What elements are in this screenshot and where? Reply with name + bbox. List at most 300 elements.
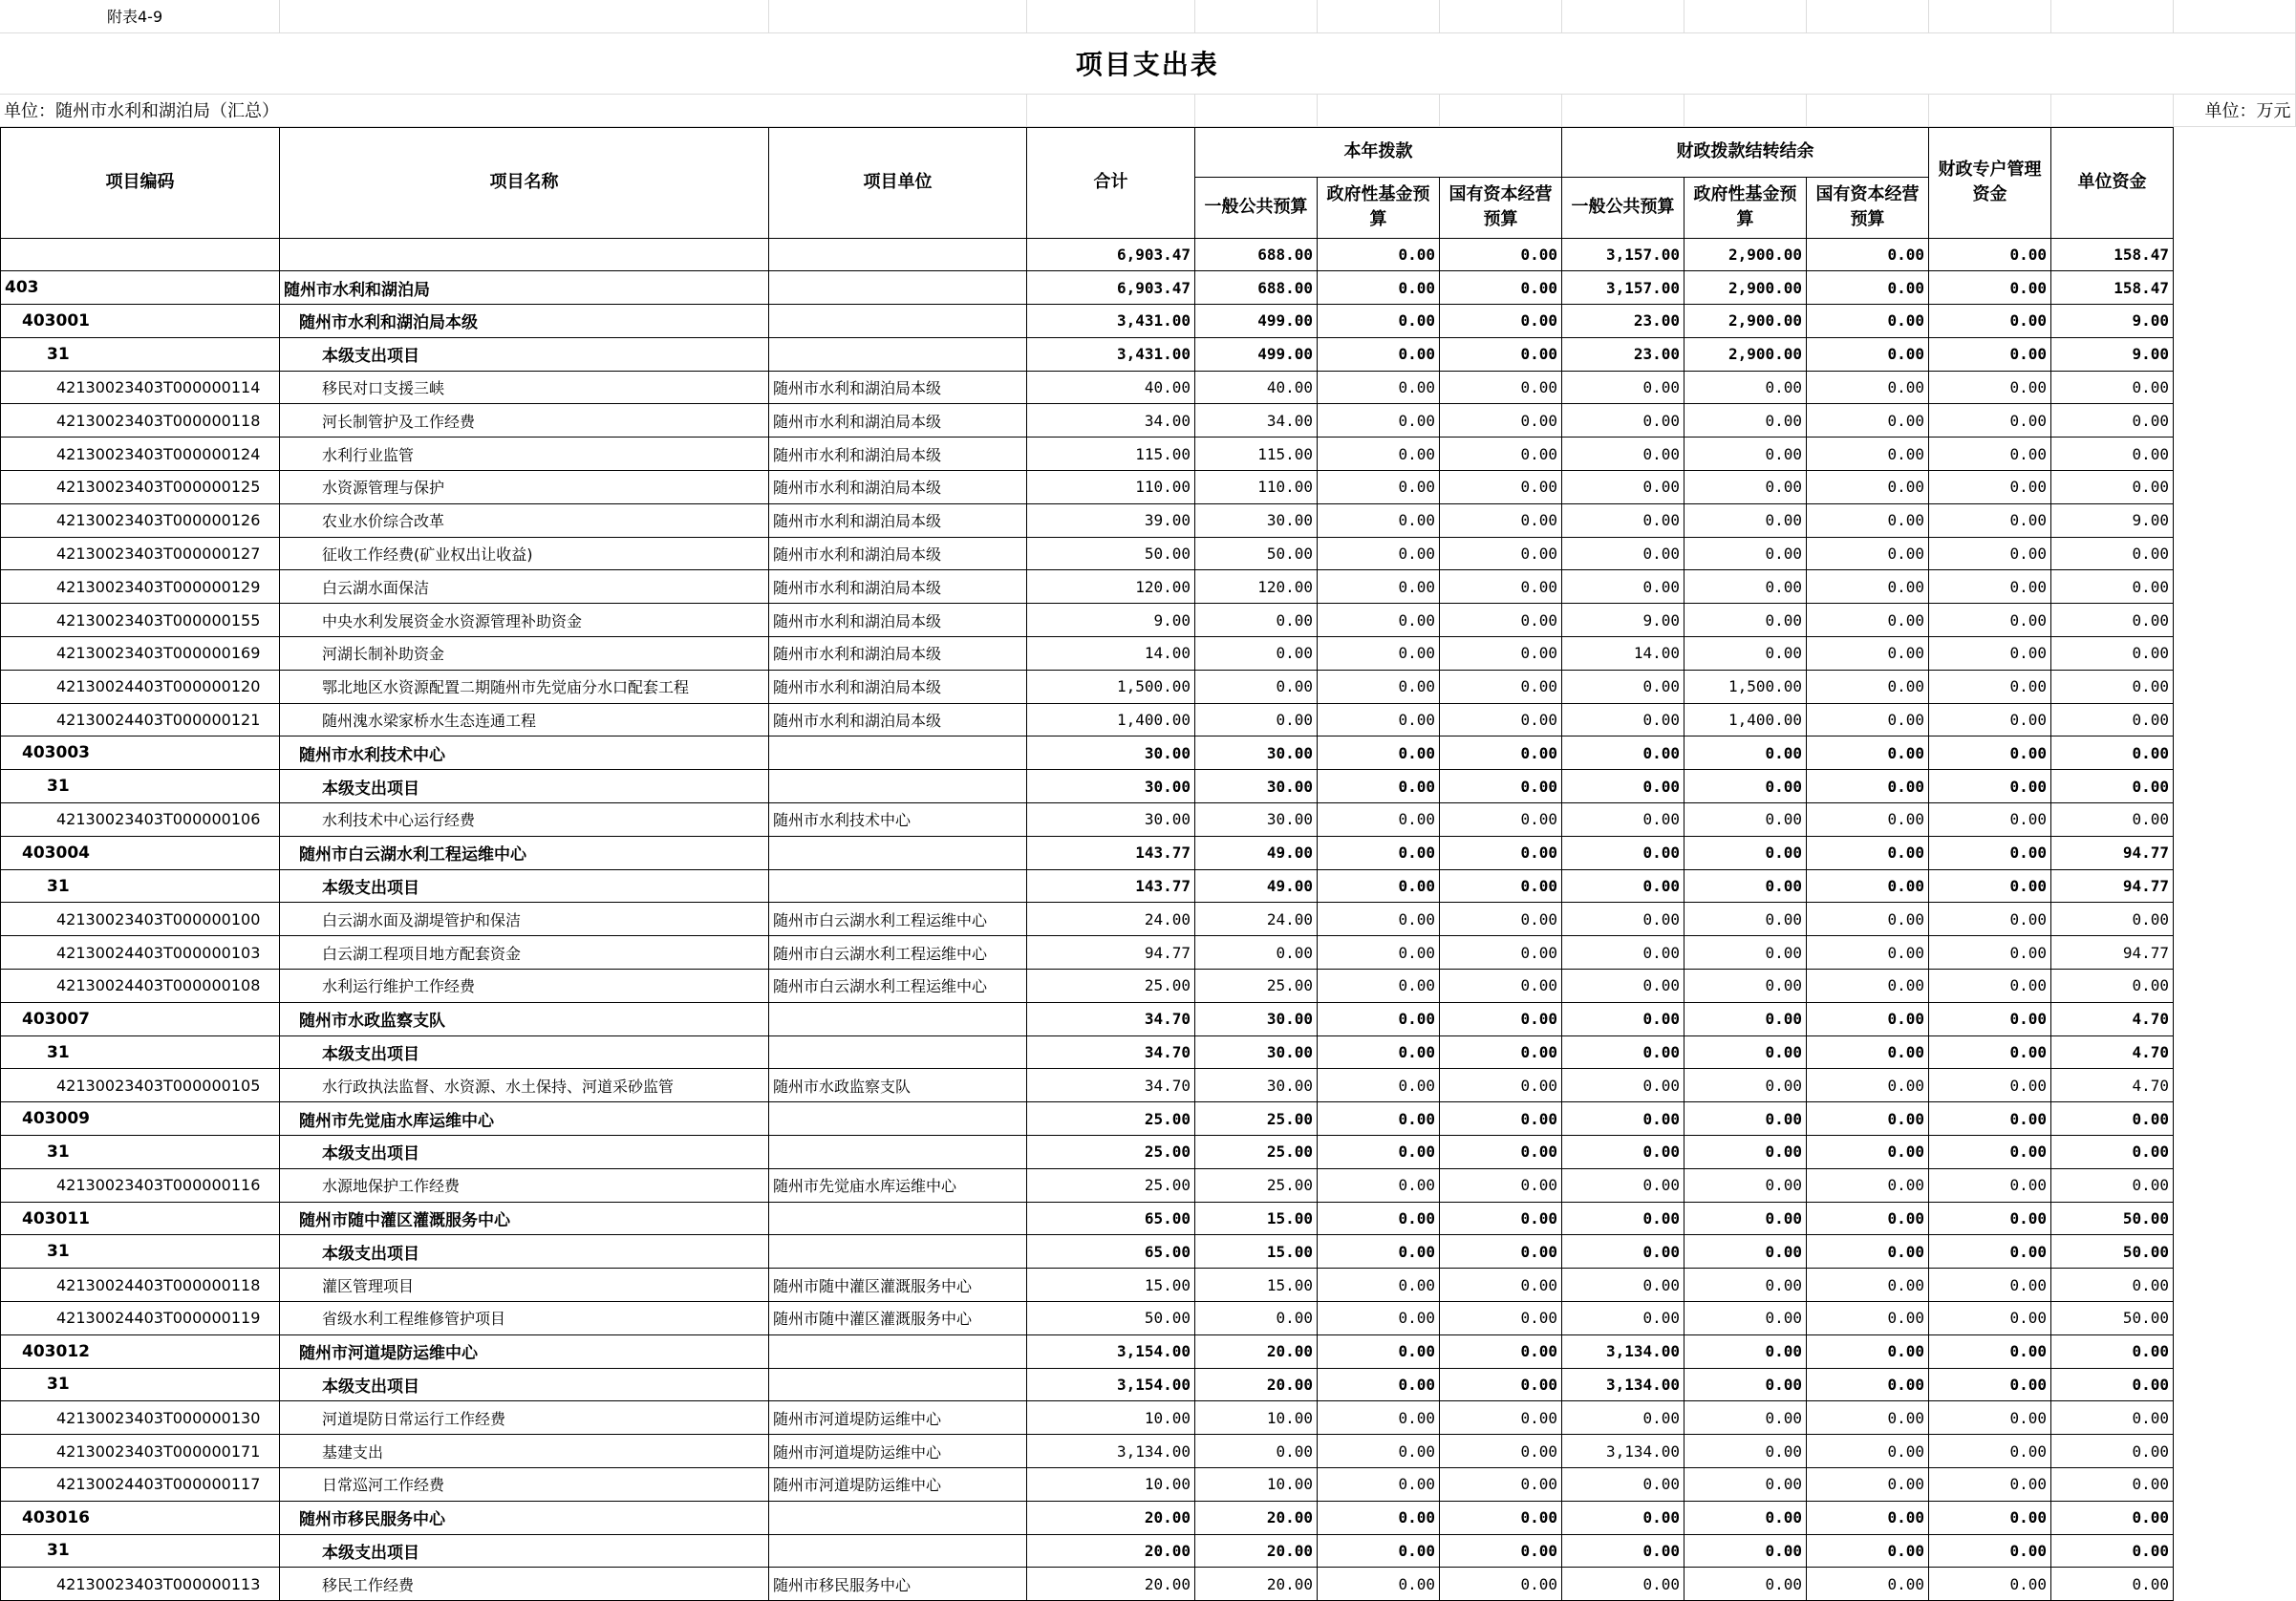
cell-special-fund[interactable]: 0.00 (1929, 1568, 2051, 1601)
cell-total[interactable]: 9.00 (1027, 604, 1195, 637)
cell-total[interactable]: 120.00 (1027, 570, 1195, 604)
cell-gov-fund-carry[interactable]: 0.00 (1684, 371, 1807, 404)
cell-code[interactable]: 403011 (1, 1202, 280, 1235)
cell-special-fund[interactable]: 0.00 (1929, 1069, 2051, 1102)
cell-unit-fund[interactable]: 50.00 (2051, 1202, 2174, 1235)
cell-gov-fund[interactable]: 0.00 (1318, 1069, 1440, 1102)
cell-gov-fund-carry[interactable]: 0.00 (1684, 936, 1807, 970)
cell-name[interactable]: 随州市河道堤防运维中心 (280, 1334, 769, 1368)
cell-code[interactable] (1, 238, 280, 271)
cell-general-public-carry[interactable]: 0.00 (1562, 1102, 1684, 1136)
cell-general-public-carry[interactable]: 3,134.00 (1562, 1435, 1684, 1468)
currency-unit-label[interactable]: 单位：万元 (2173, 94, 2295, 126)
cell-code[interactable]: 42130024403T000000120 (1, 670, 280, 703)
cell-code[interactable]: 403016 (1, 1501, 280, 1534)
cell-name[interactable]: 白云湖工程项目地方配套资金 (280, 936, 769, 970)
cell-gov-fund[interactable]: 0.00 (1318, 1334, 1440, 1368)
cell-state-capital[interactable]: 0.00 (1440, 903, 1562, 936)
cell-code[interactable]: 42130024403T000000108 (1, 970, 280, 1003)
cell-state-capital[interactable]: 0.00 (1440, 503, 1562, 537)
cell-unit[interactable]: 随州市水利和湖泊局本级 (769, 503, 1027, 537)
cell-gov-fund[interactable]: 0.00 (1318, 1534, 1440, 1568)
cell-total[interactable]: 34.70 (1027, 1002, 1195, 1035)
cell-general-public-carry[interactable]: 0.00 (1562, 471, 1684, 504)
cell-special-fund[interactable]: 0.00 (1929, 503, 2051, 537)
cell-special-fund[interactable]: 0.00 (1929, 1136, 2051, 1169)
cell-unit[interactable] (769, 736, 1027, 770)
cell-state-capital[interactable]: 0.00 (1440, 1069, 1562, 1102)
cell-code[interactable]: 31 (1, 337, 280, 371)
cell-name[interactable]: 日常巡河工作经费 (280, 1467, 769, 1501)
cell-unit[interactable]: 随州市水利和湖泊局本级 (769, 404, 1027, 438)
cell-special-fund[interactable]: 0.00 (1929, 1334, 2051, 1368)
cell-state-capital[interactable]: 0.00 (1440, 404, 1562, 438)
cell-code[interactable]: 403003 (1, 736, 280, 770)
cell-code[interactable]: 403 (1, 271, 280, 305)
cell-special-fund[interactable]: 0.00 (1929, 537, 2051, 570)
cell-special-fund[interactable]: 0.00 (1929, 305, 2051, 338)
cell-total[interactable]: 6,903.47 (1027, 238, 1195, 271)
cell-gov-fund-carry[interactable]: 0.00 (1684, 1467, 1807, 1501)
cell-general-public-carry[interactable]: 0.00 (1562, 1401, 1684, 1435)
cell-code[interactable]: 42130024403T000000103 (1, 936, 280, 970)
cell-name[interactable]: 随州市随中灌区灌溉服务中心 (280, 1202, 769, 1235)
cell-state-capital-carry[interactable]: 0.00 (1807, 1168, 1929, 1202)
cell-gov-fund[interactable]: 0.00 (1318, 1102, 1440, 1136)
cell-state-capital-carry[interactable]: 0.00 (1807, 1534, 1929, 1568)
cell-unit-fund[interactable]: 0.00 (2051, 703, 2174, 736)
cell-general-public[interactable]: 30.00 (1195, 1069, 1318, 1102)
cell-gov-fund-carry[interactable]: 0.00 (1684, 1534, 1807, 1568)
cell-general-public[interactable]: 49.00 (1195, 869, 1318, 903)
cell-total[interactable]: 25.00 (1027, 1168, 1195, 1202)
cell-unit-fund[interactable]: 0.00 (2051, 438, 2174, 471)
cell-unit-fund[interactable]: 0.00 (2051, 371, 2174, 404)
cell-name[interactable]: 本级支出项目 (280, 1035, 769, 1069)
cell-state-capital-carry[interactable]: 0.00 (1807, 1136, 1929, 1169)
cell-state-capital[interactable]: 0.00 (1440, 1467, 1562, 1501)
cell-gov-fund-carry[interactable]: 2,900.00 (1684, 271, 1807, 305)
cell-total[interactable]: 3,154.00 (1027, 1334, 1195, 1368)
cell-unit-fund[interactable]: 0.00 (2051, 670, 2174, 703)
cell-total[interactable]: 50.00 (1027, 1302, 1195, 1335)
cell-general-public-carry[interactable]: 3,157.00 (1562, 271, 1684, 305)
cell-code[interactable]: 42130023403T000000155 (1, 604, 280, 637)
cell-general-public-carry[interactable]: 0.00 (1562, 1467, 1684, 1501)
cell-unit-fund[interactable]: 0.00 (2051, 1401, 2174, 1435)
cell-special-fund[interactable]: 0.00 (1929, 404, 2051, 438)
cell-gov-fund[interactable]: 0.00 (1318, 1235, 1440, 1269)
cell-general-public-carry[interactable]: 0.00 (1562, 903, 1684, 936)
cell-general-public[interactable]: 30.00 (1195, 736, 1318, 770)
cell-unit[interactable]: 随州市水利和湖泊局本级 (769, 471, 1027, 504)
cell-state-capital-carry[interactable]: 0.00 (1807, 1035, 1929, 1069)
header-group-carryover[interactable]: 财政拨款结转结余 (1562, 127, 1929, 177)
cell-code[interactable]: 42130024403T000000118 (1, 1269, 280, 1302)
cell-state-capital-carry[interactable]: 0.00 (1807, 836, 1929, 869)
cell-gov-fund-carry[interactable]: 0.00 (1684, 537, 1807, 570)
cell-general-public[interactable]: 0.00 (1195, 1435, 1318, 1468)
cell-total[interactable]: 115.00 (1027, 438, 1195, 471)
cell-general-public[interactable]: 0.00 (1195, 936, 1318, 970)
cell-unit[interactable] (769, 305, 1027, 338)
cell-name[interactable]: 河道堤防日常运行工作经费 (280, 1401, 769, 1435)
cell-name[interactable]: 水利技术中心运行经费 (280, 803, 769, 837)
cell-unit[interactable]: 随州市河道堤防运维中心 (769, 1401, 1027, 1435)
cell-code[interactable]: 42130024403T000000119 (1, 1302, 280, 1335)
cell-gov-fund[interactable]: 0.00 (1318, 1136, 1440, 1169)
cell-name[interactable]: 随州市水利技术中心 (280, 736, 769, 770)
cell-general-public-carry[interactable]: 0.00 (1562, 503, 1684, 537)
cell-code[interactable]: 42130023403T000000106 (1, 803, 280, 837)
cell-name[interactable]: 随州溾水梁家桥水生态连通工程 (280, 703, 769, 736)
cell-unit[interactable] (769, 836, 1027, 869)
cell-total[interactable]: 50.00 (1027, 537, 1195, 570)
cell-general-public-carry[interactable]: 0.00 (1562, 1534, 1684, 1568)
cell-state-capital-carry[interactable]: 0.00 (1807, 637, 1929, 671)
cell-general-public-carry[interactable]: 23.00 (1562, 337, 1684, 371)
cell-general-public[interactable]: 0.00 (1195, 637, 1318, 671)
cell-special-fund[interactable]: 0.00 (1929, 1534, 2051, 1568)
cell-code[interactable]: 42130023403T000000126 (1, 503, 280, 537)
cell-state-capital[interactable]: 0.00 (1440, 1334, 1562, 1368)
cell-unit-fund[interactable]: 0.00 (2051, 903, 2174, 936)
cell-total[interactable]: 10.00 (1027, 1467, 1195, 1501)
cell-gov-fund[interactable]: 0.00 (1318, 1501, 1440, 1534)
cell-general-public-carry[interactable]: 0.00 (1562, 1002, 1684, 1035)
cell-code[interactable]: 403004 (1, 836, 280, 869)
header-general-public-carry[interactable]: 一般公共预算 (1562, 177, 1684, 238)
cell-gov-fund[interactable]: 0.00 (1318, 337, 1440, 371)
cell-general-public-carry[interactable]: 0.00 (1562, 537, 1684, 570)
cell-general-public[interactable]: 120.00 (1195, 570, 1318, 604)
cell-general-public-carry[interactable]: 0.00 (1562, 570, 1684, 604)
cell-general-public[interactable]: 688.00 (1195, 271, 1318, 305)
cell-general-public[interactable]: 40.00 (1195, 371, 1318, 404)
cell-state-capital[interactable]: 0.00 (1440, 1136, 1562, 1169)
cell-name[interactable]: 移民对口支援三峡 (280, 371, 769, 404)
cell-general-public[interactable]: 0.00 (1195, 1302, 1318, 1335)
cell-general-public[interactable]: 30.00 (1195, 803, 1318, 837)
cell-gov-fund[interactable]: 0.00 (1318, 1002, 1440, 1035)
cell-unit[interactable]: 随州市随中灌区灌溉服务中心 (769, 1302, 1027, 1335)
cell-name[interactable]: 水利行业监管 (280, 438, 769, 471)
cell-name[interactable]: 白云湖水面及湖堤管护和保洁 (280, 903, 769, 936)
cell-unit[interactable]: 随州市白云湖水利工程运维中心 (769, 970, 1027, 1003)
cell-unit[interactable] (769, 1202, 1027, 1235)
cell-total[interactable]: 14.00 (1027, 637, 1195, 671)
page-title[interactable]: 项目支出表 (0, 32, 2295, 94)
cell-unit[interactable] (769, 238, 1027, 271)
cell-state-capital[interactable]: 0.00 (1440, 438, 1562, 471)
cell-state-capital[interactable]: 0.00 (1440, 1435, 1562, 1468)
cell-special-fund[interactable]: 0.00 (1929, 1501, 2051, 1534)
cell-gov-fund[interactable]: 0.00 (1318, 471, 1440, 504)
cell-unit[interactable] (769, 271, 1027, 305)
cell-total[interactable]: 3,431.00 (1027, 305, 1195, 338)
cell-general-public[interactable]: 50.00 (1195, 537, 1318, 570)
cell-gov-fund[interactable]: 0.00 (1318, 1435, 1440, 1468)
cell-state-capital[interactable]: 0.00 (1440, 537, 1562, 570)
cell-state-capital-carry[interactable]: 0.00 (1807, 970, 1929, 1003)
cell-gov-fund-carry[interactable]: 0.00 (1684, 1368, 1807, 1401)
cell-unit[interactable] (769, 770, 1027, 803)
cell-gov-fund-carry[interactable]: 0.00 (1684, 1168, 1807, 1202)
cell-name[interactable]: 随州市先觉庙水库运维中心 (280, 1102, 769, 1136)
cell-gov-fund-carry[interactable]: 0.00 (1684, 1035, 1807, 1069)
cell-unit[interactable] (769, 1235, 1027, 1269)
cell-unit-fund[interactable]: 0.00 (2051, 970, 2174, 1003)
cell-general-public[interactable]: 49.00 (1195, 836, 1318, 869)
cell-code[interactable]: 31 (1, 1035, 280, 1069)
cell-general-public-carry[interactable]: 0.00 (1562, 1568, 1684, 1601)
cell-unit[interactable]: 随州市水利和湖泊局本级 (769, 537, 1027, 570)
cell-general-public-carry[interactable]: 0.00 (1562, 371, 1684, 404)
cell-unit-fund[interactable]: 50.00 (2051, 1302, 2174, 1335)
cell-state-capital-carry[interactable]: 0.00 (1807, 936, 1929, 970)
cell-general-public[interactable]: 499.00 (1195, 305, 1318, 338)
cell-special-fund[interactable]: 0.00 (1929, 1368, 2051, 1401)
cell-general-public-carry[interactable]: 0.00 (1562, 1269, 1684, 1302)
cell-name[interactable]: 本级支出项目 (280, 770, 769, 803)
cell-unit-fund[interactable]: 4.70 (2051, 1002, 2174, 1035)
cell-unit-fund[interactable]: 0.00 (2051, 736, 2174, 770)
cell-unit[interactable]: 随州市先觉庙水库运维中心 (769, 1168, 1027, 1202)
cell-state-capital[interactable]: 0.00 (1440, 703, 1562, 736)
cell-general-public[interactable]: 15.00 (1195, 1269, 1318, 1302)
cell-unit-fund[interactable]: 0.00 (2051, 1136, 2174, 1169)
cell-state-capital[interactable]: 0.00 (1440, 471, 1562, 504)
cell-state-capital[interactable]: 0.00 (1440, 936, 1562, 970)
header-unit[interactable]: 项目单位 (769, 127, 1027, 238)
cell-gov-fund-carry[interactable]: 0.00 (1684, 1401, 1807, 1435)
cell-state-capital[interactable]: 0.00 (1440, 770, 1562, 803)
cell-state-capital[interactable]: 0.00 (1440, 371, 1562, 404)
cell-gov-fund[interactable]: 0.00 (1318, 736, 1440, 770)
cell-gov-fund-carry[interactable]: 0.00 (1684, 836, 1807, 869)
cell-general-public[interactable]: 20.00 (1195, 1501, 1318, 1534)
cell-gov-fund[interactable]: 0.00 (1318, 238, 1440, 271)
cell-unit-fund[interactable]: 9.00 (2051, 305, 2174, 338)
cell-name[interactable]: 水资源管理与保护 (280, 471, 769, 504)
cell-unit[interactable] (769, 337, 1027, 371)
cell-total[interactable]: 1,400.00 (1027, 703, 1195, 736)
cell-unit-fund[interactable]: 0.00 (2051, 1334, 2174, 1368)
cell-unit[interactable]: 随州市水利和湖泊局本级 (769, 637, 1027, 671)
cell-special-fund[interactable]: 0.00 (1929, 604, 2051, 637)
cell-unit-fund[interactable]: 0.00 (2051, 1269, 2174, 1302)
cell-special-fund[interactable]: 0.00 (1929, 570, 2051, 604)
cell-state-capital-carry[interactable]: 0.00 (1807, 1235, 1929, 1269)
cell-unit[interactable] (769, 1501, 1027, 1534)
cell-unit[interactable]: 随州市水政监察支队 (769, 1069, 1027, 1102)
cell-general-public[interactable]: 20.00 (1195, 1568, 1318, 1601)
cell-general-public-carry[interactable]: 3,134.00 (1562, 1368, 1684, 1401)
cell-gov-fund[interactable]: 0.00 (1318, 570, 1440, 604)
cell-special-fund[interactable]: 0.00 (1929, 1035, 2051, 1069)
cell-general-public[interactable]: 20.00 (1195, 1368, 1318, 1401)
cell-general-public-carry[interactable]: 0.00 (1562, 1501, 1684, 1534)
cell-unit[interactable] (769, 1136, 1027, 1169)
cell-unit-fund[interactable]: 0.00 (2051, 1501, 2174, 1534)
cell-unit[interactable] (769, 869, 1027, 903)
cell-general-public[interactable]: 15.00 (1195, 1235, 1318, 1269)
cell-unit-fund[interactable]: 158.47 (2051, 238, 2174, 271)
cell-unit[interactable] (769, 1334, 1027, 1368)
header-special-fund[interactable]: 财政专户管理资金 (1929, 127, 2051, 238)
cell-general-public-carry[interactable]: 0.00 (1562, 970, 1684, 1003)
cell-state-capital[interactable]: 0.00 (1440, 271, 1562, 305)
cell-general-public-carry[interactable]: 0.00 (1562, 770, 1684, 803)
cell-unit[interactable] (769, 1002, 1027, 1035)
cell-gov-fund[interactable]: 0.00 (1318, 305, 1440, 338)
cell-gov-fund-carry[interactable]: 0.00 (1684, 637, 1807, 671)
cell-general-public[interactable]: 30.00 (1195, 770, 1318, 803)
cell-state-capital-carry[interactable]: 0.00 (1807, 869, 1929, 903)
cell-unit-fund[interactable]: 0.00 (2051, 1534, 2174, 1568)
unit-label[interactable]: 单位：随州市水利和湖泊局（汇总） (0, 94, 1026, 126)
cell-name[interactable]: 水利运行维护工作经费 (280, 970, 769, 1003)
cell-special-fund[interactable]: 0.00 (1929, 1102, 2051, 1136)
cell-state-capital[interactable]: 0.00 (1440, 1302, 1562, 1335)
cell-name[interactable]: 省级水利工程维修管护项目 (280, 1302, 769, 1335)
cell-unit[interactable]: 随州市河道堤防运维中心 (769, 1435, 1027, 1468)
cell-general-public-carry[interactable]: 23.00 (1562, 305, 1684, 338)
cell-special-fund[interactable]: 0.00 (1929, 970, 2051, 1003)
cell-unit-fund[interactable]: 0.00 (2051, 471, 2174, 504)
cell-unit-fund[interactable]: 50.00 (2051, 1235, 2174, 1269)
cell-unit-fund[interactable]: 0.00 (2051, 1467, 2174, 1501)
cell-gov-fund[interactable]: 0.00 (1318, 936, 1440, 970)
cell-unit-fund[interactable]: 0.00 (2051, 1102, 2174, 1136)
cell-gov-fund-carry[interactable]: 0.00 (1684, 736, 1807, 770)
cell-code[interactable]: 42130023403T000000100 (1, 903, 280, 936)
cell-state-capital-carry[interactable]: 0.00 (1807, 305, 1929, 338)
cell-code[interactable]: 31 (1, 1534, 280, 1568)
cell-state-capital-carry[interactable]: 0.00 (1807, 503, 1929, 537)
cell-general-public-carry[interactable]: 0.00 (1562, 1136, 1684, 1169)
cell-total[interactable]: 20.00 (1027, 1501, 1195, 1534)
cell-unit-fund[interactable]: 9.00 (2051, 337, 2174, 371)
cell-state-capital-carry[interactable]: 0.00 (1807, 1069, 1929, 1102)
cell-special-fund[interactable]: 0.00 (1929, 703, 2051, 736)
cell-state-capital-carry[interactable]: 0.00 (1807, 1334, 1929, 1368)
cell-gov-fund[interactable]: 0.00 (1318, 271, 1440, 305)
cell-gov-fund[interactable]: 0.00 (1318, 1401, 1440, 1435)
cell-gov-fund-carry[interactable]: 0.00 (1684, 1235, 1807, 1269)
cell-total[interactable]: 34.70 (1027, 1069, 1195, 1102)
cell-gov-fund-carry[interactable]: 0.00 (1684, 1136, 1807, 1169)
cell-special-fund[interactable]: 0.00 (1929, 1168, 2051, 1202)
cell-gov-fund-carry[interactable]: 0.00 (1684, 1069, 1807, 1102)
cell-state-capital-carry[interactable]: 0.00 (1807, 1002, 1929, 1035)
header-state-capital-carry[interactable]: 国有资本经营预算 (1807, 177, 1929, 238)
cell-general-public[interactable]: 115.00 (1195, 438, 1318, 471)
cell-state-capital[interactable]: 0.00 (1440, 1202, 1562, 1235)
cell-total[interactable]: 3,154.00 (1027, 1368, 1195, 1401)
cell-unit[interactable]: 随州市随中灌区灌溉服务中心 (769, 1269, 1027, 1302)
cell-state-capital[interactable]: 0.00 (1440, 604, 1562, 637)
cell-general-public[interactable]: 20.00 (1195, 1334, 1318, 1368)
cell-gov-fund[interactable]: 0.00 (1318, 1168, 1440, 1202)
cell-gov-fund-carry[interactable]: 0.00 (1684, 1269, 1807, 1302)
cell-gov-fund-carry[interactable]: 0.00 (1684, 903, 1807, 936)
cell-gov-fund-carry[interactable]: 2,900.00 (1684, 337, 1807, 371)
cell-code[interactable]: 42130023403T000000129 (1, 570, 280, 604)
cell-general-public[interactable]: 110.00 (1195, 471, 1318, 504)
cell-general-public-carry[interactable]: 0.00 (1562, 869, 1684, 903)
cell-unit-fund[interactable]: 0.00 (2051, 637, 2174, 671)
cell-gov-fund-carry[interactable]: 0.00 (1684, 970, 1807, 1003)
cell-name[interactable]: 随州市移民服务中心 (280, 1501, 769, 1534)
cell-name[interactable]: 灌区管理项目 (280, 1269, 769, 1302)
cell-gov-fund[interactable]: 0.00 (1318, 1035, 1440, 1069)
cell-name[interactable]: 本级支出项目 (280, 1235, 769, 1269)
cell-code[interactable]: 403007 (1, 1002, 280, 1035)
cell-unit[interactable]: 随州市河道堤防运维中心 (769, 1467, 1027, 1501)
cell-name[interactable]: 本级支出项目 (280, 869, 769, 903)
cell-unit-fund[interactable]: 4.70 (2051, 1069, 2174, 1102)
cell-code[interactable]: 42130023403T000000130 (1, 1401, 280, 1435)
cell-code[interactable]: 42130023403T000000116 (1, 1168, 280, 1202)
cell-state-capital-carry[interactable]: 0.00 (1807, 1202, 1929, 1235)
cell-total[interactable]: 65.00 (1027, 1202, 1195, 1235)
cell-unit-fund[interactable]: 0.00 (2051, 404, 2174, 438)
cell-gov-fund[interactable]: 0.00 (1318, 1202, 1440, 1235)
cell-special-fund[interactable]: 0.00 (1929, 869, 2051, 903)
cell-general-public-carry[interactable]: 0.00 (1562, 670, 1684, 703)
cell-code[interactable]: 403012 (1, 1334, 280, 1368)
cell-unit-fund[interactable]: 0.00 (2051, 1368, 2174, 1401)
cell-state-capital-carry[interactable]: 0.00 (1807, 1302, 1929, 1335)
cell-name[interactable]: 基建支出 (280, 1435, 769, 1468)
cell-special-fund[interactable]: 0.00 (1929, 637, 2051, 671)
cell-special-fund[interactable]: 0.00 (1929, 1202, 2051, 1235)
cell-general-public[interactable]: 688.00 (1195, 238, 1318, 271)
cell-gov-fund-carry[interactable]: 0.00 (1684, 570, 1807, 604)
cell-state-capital-carry[interactable]: 0.00 (1807, 404, 1929, 438)
cell-gov-fund-carry[interactable]: 2,900.00 (1684, 238, 1807, 271)
cell-gov-fund-carry[interactable]: 0.00 (1684, 1002, 1807, 1035)
cell-state-capital[interactable]: 0.00 (1440, 1501, 1562, 1534)
cell-general-public[interactable]: 499.00 (1195, 337, 1318, 371)
cell-general-public[interactable]: 25.00 (1195, 970, 1318, 1003)
cell-general-public[interactable]: 30.00 (1195, 1035, 1318, 1069)
cell-state-capital-carry[interactable]: 0.00 (1807, 438, 1929, 471)
cell-state-capital[interactable]: 0.00 (1440, 1235, 1562, 1269)
cell-general-public-carry[interactable]: 0.00 (1562, 1235, 1684, 1269)
cell-gov-fund[interactable]: 0.00 (1318, 836, 1440, 869)
cell-general-public-carry[interactable]: 0.00 (1562, 1069, 1684, 1102)
cell-gov-fund[interactable]: 0.00 (1318, 1269, 1440, 1302)
cell-state-capital-carry[interactable]: 0.00 (1807, 670, 1929, 703)
cell-special-fund[interactable]: 0.00 (1929, 736, 2051, 770)
cell-gov-fund-carry[interactable]: 0.00 (1684, 1302, 1807, 1335)
cell-gov-fund[interactable]: 0.00 (1318, 869, 1440, 903)
cell-state-capital-carry[interactable]: 0.00 (1807, 1269, 1929, 1302)
cell-name[interactable]: 征收工作经费(矿业权出让收益) (280, 537, 769, 570)
cell-special-fund[interactable]: 0.00 (1929, 438, 2051, 471)
cell-special-fund[interactable]: 0.00 (1929, 836, 2051, 869)
cell-unit[interactable]: 随州市水利和湖泊局本级 (769, 570, 1027, 604)
cell-special-fund[interactable]: 0.00 (1929, 1002, 2051, 1035)
cell-gov-fund[interactable]: 0.00 (1318, 1467, 1440, 1501)
cell-total[interactable]: 3,431.00 (1027, 337, 1195, 371)
cell-special-fund[interactable]: 0.00 (1929, 770, 2051, 803)
cell-code[interactable]: 31 (1, 1235, 280, 1269)
cell-special-fund[interactable]: 0.00 (1929, 903, 2051, 936)
cell-code[interactable]: 42130024403T000000121 (1, 703, 280, 736)
